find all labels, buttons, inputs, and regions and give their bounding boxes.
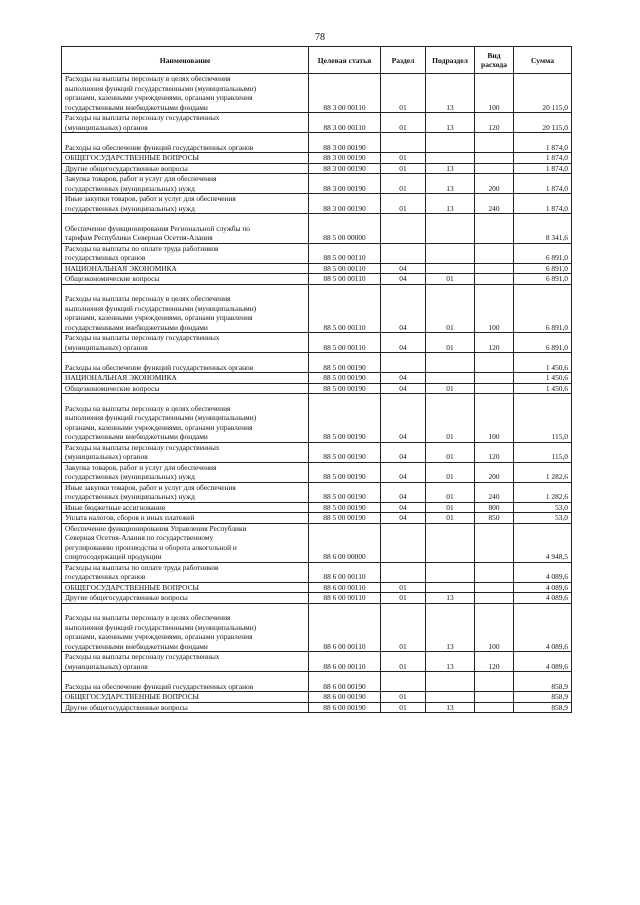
subsection-cell: 01: [426, 383, 475, 394]
row-name-line: спиртосодержащей продукции: [65, 552, 162, 561]
expense-type-cell: [475, 274, 514, 285]
row-name-line: государственных (муниципальных) нужд: [65, 203, 195, 213]
target-article-cell: 88 6 00 00190: [309, 692, 381, 703]
row-name-line: Расходы на выплаты персоналу государственных: [65, 652, 220, 661]
section-cell: 01: [381, 603, 426, 652]
row-name-cell: [62, 502, 309, 513]
row-name-line: государственных (муниципальных) нужд: [65, 472, 195, 481]
row-name-line: [65, 394, 306, 404]
table-body: [62, 74, 572, 713]
sum-cell: 6 891,0: [514, 243, 572, 263]
sum-cell: 6 891,0: [514, 263, 572, 274]
sum-cell: 6 891,0: [514, 284, 572, 333]
row-name-line: ОБЩЕГОСУДАРСТВЕННЫЕ ВОПРОСЫ: [65, 582, 199, 592]
sum-cell: 1 450,6: [514, 373, 572, 384]
sum-cell: 6 891,0: [514, 333, 572, 353]
budget-table: [61, 46, 572, 713]
row-name-cell: [62, 353, 309, 373]
expense-type-cell: [475, 353, 514, 373]
expense-type-cell: 100: [475, 394, 514, 443]
section-cell: 01: [381, 692, 426, 703]
expense-type-cell: [475, 702, 514, 713]
expense-type-cell: 120: [475, 333, 514, 353]
row-name-line: Обеспечение функционирования Управления Республики: [65, 523, 247, 533]
table-row: [62, 163, 572, 174]
row-name-cell: [62, 153, 309, 164]
row-name-line: Расходы на выплаты персоналу в целях обеспечения: [65, 74, 231, 83]
subsection-cell: [426, 243, 475, 263]
column-header-expense-type: Вид расхода: [475, 47, 514, 74]
row-name-cell: [62, 333, 309, 353]
row-name-line: (муниципальных) органов: [65, 342, 148, 352]
expense-type-cell: [475, 263, 514, 274]
row-name-line: Закупка товаров, работ и услуг для обеспечения: [65, 174, 217, 183]
section-cell: [381, 133, 426, 153]
subsection-cell: 13: [426, 74, 475, 113]
table-row: [62, 243, 572, 263]
table-row: [62, 603, 572, 652]
row-name-line: Расходы на обеспечение функций государственных органов: [65, 142, 254, 152]
target-article-cell: 88 5 00 00190: [309, 373, 381, 384]
row-name-line: ОБЩЕГОСУДАРСТВЕННЫЕ ВОПРОСЫ: [65, 692, 199, 701]
section-cell: [381, 672, 426, 692]
subsection-cell: 13: [426, 652, 475, 672]
row-name-line: Другие общегосударственные вопросы: [65, 702, 188, 712]
page-number: 78: [315, 32, 325, 43]
row-name-line: выполнения функций государственными (муниципальными): [65, 413, 257, 422]
table-row: [62, 442, 572, 462]
sum-cell: 53,0: [514, 513, 572, 524]
expense-type-cell: 240: [475, 194, 514, 214]
table-row: [62, 274, 572, 285]
target-article-cell: 88 5 00 00190: [309, 462, 381, 482]
target-article-cell: 88 5 00 00110: [309, 243, 381, 263]
row-name-line: государственными внебюджетными фондами: [65, 322, 208, 332]
subsection-cell: [426, 214, 475, 244]
subsection-cell: 13: [426, 603, 475, 652]
expense-type-cell: [475, 133, 514, 153]
row-name-line: Закупка товаров, работ и услуг для обеспечения: [65, 462, 217, 472]
expense-type-cell: [475, 163, 514, 174]
table-row: [62, 373, 572, 384]
row-name-cell: [62, 593, 309, 604]
table-row: [62, 582, 572, 593]
section-cell: 01: [381, 652, 426, 672]
sum-cell: 4 089,6: [514, 652, 572, 672]
row-name-line: государственными внебюджетными фондами: [65, 102, 208, 112]
expense-type-cell: 120: [475, 442, 514, 462]
expense-type-cell: [475, 582, 514, 593]
row-name-line: Северная Осетия-Алания по государственному: [65, 533, 214, 542]
target-article-cell: 88 6 00 00110: [309, 603, 381, 652]
subsection-cell: [426, 562, 475, 582]
row-name-line: Иные закупки товаров, работ и услуг для обеспечения: [65, 482, 236, 492]
table-row: [62, 394, 572, 443]
sum-cell: 6 891,0: [514, 274, 572, 285]
row-name-cell: [62, 562, 309, 582]
expense-type-cell: 800: [475, 502, 514, 513]
section-cell: 01: [381, 74, 426, 113]
subsection-cell: [426, 523, 475, 562]
sum-cell: 1 450,6: [514, 383, 572, 394]
sum-cell: 1 874,0: [514, 133, 572, 153]
section-cell: 04: [381, 284, 426, 333]
target-article-cell: 88 5 00 00110: [309, 284, 381, 333]
target-article-cell: 88 5 00 00190: [309, 513, 381, 524]
row-name-cell: [62, 702, 309, 713]
row-name-line: Общеэкономические вопросы: [65, 274, 160, 283]
expense-type-cell: 100: [475, 603, 514, 652]
row-name-line: (муниципальных) органов: [65, 452, 148, 461]
row-name-cell: [62, 263, 309, 274]
table-row: [62, 284, 572, 333]
row-name-line: Расходы на выплаты по оплате труда работников: [65, 243, 219, 253]
subsection-cell: [426, 692, 475, 703]
expense-type-cell: [475, 523, 514, 562]
sum-cell: 8 341,6: [514, 214, 572, 244]
row-name-line: Обеспечение функционирования Региональной службы по: [65, 223, 250, 233]
row-name-cell: [62, 482, 309, 502]
row-name-line: НАЦИОНАЛЬНАЯ ЭКОНОМИКА: [65, 373, 177, 382]
table-header-row: [62, 47, 572, 74]
target-article-cell: 88 5 00 00190: [309, 502, 381, 513]
section-cell: 01: [381, 174, 426, 194]
row-name-cell: [62, 462, 309, 482]
subsection-cell: 13: [426, 163, 475, 174]
table-row: [62, 523, 572, 562]
row-name-cell: [62, 74, 309, 113]
row-name-line: Общеэкономические вопросы: [65, 383, 160, 393]
column-header-section: Раздел: [381, 47, 426, 74]
row-name-line: органами, казенными учреждениями, органами управления: [65, 93, 253, 102]
table-row: [62, 153, 572, 164]
row-name-line: государственных (муниципальных) нужд: [65, 183, 195, 193]
expense-type-cell: [475, 562, 514, 582]
target-article-cell: 88 3 00 00190: [309, 163, 381, 174]
row-name-line: государственных органов: [65, 572, 146, 581]
sum-cell: 1 874,0: [514, 153, 572, 164]
row-name-cell: [62, 692, 309, 703]
target-article-cell: 88 5 00 00190: [309, 383, 381, 394]
section-cell: 01: [381, 113, 426, 133]
subsection-cell: 01: [426, 284, 475, 333]
sum-cell: 4 948,5: [514, 523, 572, 562]
row-name-cell: [62, 603, 309, 652]
row-name-line: Расходы на выплаты персоналу государственных: [65, 333, 220, 342]
table-row: [62, 692, 572, 703]
table-row: [62, 174, 572, 194]
section-cell: 04: [381, 373, 426, 384]
sum-cell: 4 089,6: [514, 582, 572, 593]
row-name-line: [65, 672, 306, 682]
row-name-line: органами, казенными учреждениями, органами управления: [65, 632, 253, 641]
table-row: [62, 113, 572, 133]
expense-type-cell: [475, 672, 514, 692]
row-name-line: государственных (муниципальных) нужд: [65, 492, 195, 501]
row-name-line: выполнения функций государственными (муниципальными): [65, 622, 257, 632]
subsection-cell: [426, 582, 475, 593]
row-name-line: Расходы на выплаты персоналу в целях обеспечения: [65, 403, 231, 413]
target-article-cell: 88 3 00 00190: [309, 153, 381, 164]
sum-cell: 115,0: [514, 394, 572, 443]
expense-type-cell: 240: [475, 482, 514, 502]
row-name-line: органами, казенными учреждениями, органами управления: [65, 313, 253, 322]
section-cell: 04: [381, 442, 426, 462]
target-article-cell: 88 3 00 00190: [309, 133, 381, 153]
row-name-line: Уплата налогов, сборов и иных платежей: [65, 513, 195, 522]
row-name-line: Расходы на выплаты персоналу в целях обеспечения: [65, 613, 231, 622]
table-row: [62, 652, 572, 672]
subsection-cell: 01: [426, 482, 475, 502]
table-row: [62, 502, 572, 513]
target-article-cell: 88 6 00 00110: [309, 652, 381, 672]
row-name-cell: [62, 394, 309, 443]
table-row: [62, 263, 572, 274]
row-name-cell: [62, 174, 309, 194]
row-name-line: [65, 285, 306, 295]
table-row: [62, 333, 572, 353]
sum-cell: 4 089,6: [514, 562, 572, 582]
sum-cell: 53,0: [514, 502, 572, 513]
section-cell: 04: [381, 383, 426, 394]
target-article-cell: 88 3 00 00110: [309, 74, 381, 113]
row-name-line: тарифам Республики Северная Осетия-Алания: [65, 233, 213, 242]
row-name-cell: [62, 523, 309, 562]
table-row: [62, 74, 572, 113]
subsection-cell: 01: [426, 394, 475, 443]
sum-cell: 1 282,6: [514, 482, 572, 502]
table-row: [62, 672, 572, 692]
section-cell: 01: [381, 593, 426, 604]
row-name-cell: [62, 442, 309, 462]
row-name-cell: [62, 652, 309, 672]
subsection-cell: 01: [426, 274, 475, 285]
expense-type-cell: [475, 214, 514, 244]
row-name-line: Расходы на выплаты по оплате труда работников: [65, 562, 219, 572]
subsection-cell: 13: [426, 702, 475, 713]
section-cell: 04: [381, 502, 426, 513]
target-article-cell: 88 6 00 00190: [309, 672, 381, 692]
row-name-line: Иные бюджетные ассигнования: [65, 502, 166, 512]
expense-type-cell: 120: [475, 113, 514, 133]
row-name-line: ОБЩЕГОСУДАРСТВЕННЫЕ ВОПРОСЫ: [65, 153, 199, 162]
expense-type-cell: [475, 593, 514, 604]
sum-cell: 1 874,0: [514, 194, 572, 214]
subsection-cell: 13: [426, 174, 475, 194]
sum-cell: 4 089,6: [514, 593, 572, 604]
sum-cell: 1 874,0: [514, 174, 572, 194]
subsection-cell: [426, 373, 475, 384]
row-name-line: НАЦИОНАЛЬНАЯ ЭКОНОМИКА: [65, 263, 177, 273]
sum-cell: 858,9: [514, 672, 572, 692]
subsection-cell: 01: [426, 502, 475, 513]
row-name-cell: [62, 672, 309, 692]
row-name-cell: [62, 133, 309, 153]
column-header-article: Целевая статья: [309, 47, 381, 74]
row-name-line: Расходы на обеспечение функций государственных органов: [65, 681, 254, 691]
sum-cell: 20 115,0: [514, 74, 572, 113]
expense-type-cell: [475, 383, 514, 394]
target-article-cell: 88 3 00 00190: [309, 174, 381, 194]
table-row: [62, 513, 572, 524]
subsection-cell: 13: [426, 593, 475, 604]
subsection-cell: [426, 353, 475, 373]
section-cell: 04: [381, 333, 426, 353]
section-cell: 04: [381, 394, 426, 443]
row-name-line: Расходы на выплаты персоналу государственных: [65, 113, 220, 122]
subsection-cell: [426, 133, 475, 153]
expense-type-cell: 120: [475, 652, 514, 672]
subsection-cell: [426, 263, 475, 274]
subsection-cell: 01: [426, 333, 475, 353]
section-cell: [381, 562, 426, 582]
expense-type-cell: 850: [475, 513, 514, 524]
table-row: [62, 353, 572, 373]
column-header-name: Наименование: [62, 47, 309, 74]
row-name-line: [65, 353, 306, 363]
section-cell: [381, 523, 426, 562]
section-cell: 01: [381, 582, 426, 593]
sum-cell: 1 450,6: [514, 353, 572, 373]
row-name-cell: [62, 274, 309, 285]
table-row: [62, 562, 572, 582]
subsection-cell: 13: [426, 113, 475, 133]
row-name-cell: [62, 513, 309, 524]
target-article-cell: 88 5 00 00110: [309, 263, 381, 274]
expense-type-cell: [475, 153, 514, 164]
section-cell: 04: [381, 462, 426, 482]
row-name-line: [65, 604, 306, 614]
row-name-line: выполнения функций государственными (муниципальными): [65, 303, 257, 313]
row-name-line: государственными внебюджетными фондами: [65, 432, 208, 441]
column-header-subsection: Подраздел: [426, 47, 475, 74]
sum-cell: 115,0: [514, 442, 572, 462]
target-article-cell: 88 6 00 00110: [309, 562, 381, 582]
expense-type-cell: 200: [475, 462, 514, 482]
expense-type-cell: 100: [475, 74, 514, 113]
target-article-cell: 88 5 00 00110: [309, 274, 381, 285]
row-name-cell: [62, 113, 309, 133]
subsection-cell: 13: [426, 194, 475, 214]
row-name-line: выполнения функций государственными (муниципальными): [65, 83, 257, 93]
sum-cell: 20 115,0: [514, 113, 572, 133]
row-name-line: Иные закупки товаров, работ и услуг для обеспечения: [65, 194, 236, 203]
target-article-cell: 88 5 00 00190: [309, 482, 381, 502]
sum-cell: 4 089,6: [514, 603, 572, 652]
target-article-cell: 88 5 00 00000: [309, 214, 381, 244]
row-name-line: государственных органов: [65, 253, 146, 262]
target-article-cell: 88 5 00 00110: [309, 333, 381, 353]
target-article-cell: 88 6 00 00110: [309, 593, 381, 604]
row-name-line: (муниципальных) органов: [65, 661, 148, 671]
table-row: [62, 462, 572, 482]
section-cell: [381, 243, 426, 263]
target-article-cell: 88 6 00 00000: [309, 523, 381, 562]
target-article-cell: 88 3 00 00190: [309, 194, 381, 214]
expense-type-cell: [475, 373, 514, 384]
table-row: [62, 482, 572, 502]
row-name-cell: [62, 163, 309, 174]
sum-cell: 858,9: [514, 692, 572, 703]
expense-type-cell: [475, 692, 514, 703]
row-name-line: [65, 133, 306, 143]
section-cell: 04: [381, 513, 426, 524]
row-name-cell: [62, 383, 309, 394]
row-name-line: Другие общегосударственные вопросы: [65, 593, 188, 602]
section-cell: 04: [381, 263, 426, 274]
target-article-cell: 88 5 00 00190: [309, 394, 381, 443]
row-name-cell: [62, 373, 309, 384]
sum-cell: 1 282,6: [514, 462, 572, 482]
row-name-line: Расходы на выплаты персоналу в целях обеспечения: [65, 294, 231, 303]
section-cell: [381, 214, 426, 244]
row-name-line: Другие общегосударственные вопросы: [65, 163, 188, 173]
row-name-line: Расходы на обеспечение функций государственных органов: [65, 362, 254, 372]
section-cell: 01: [381, 163, 426, 174]
section-cell: 01: [381, 702, 426, 713]
row-name-line: (муниципальных) органов: [65, 122, 148, 132]
sum-cell: 1 874,0: [514, 163, 572, 174]
row-name-line: [65, 214, 306, 224]
section-cell: 01: [381, 153, 426, 164]
section-cell: 04: [381, 274, 426, 285]
row-name-line: Расходы на выплаты персоналу государственных: [65, 442, 220, 452]
column-header-sum: Сумма: [514, 47, 572, 74]
row-name-cell: [62, 214, 309, 244]
row-name-line: органами, казенными учреждениями, органами управления: [65, 422, 253, 432]
row-name-cell: [62, 194, 309, 214]
target-article-cell: 88 3 00 00110: [309, 113, 381, 133]
expense-type-cell: [475, 243, 514, 263]
row-name-cell: [62, 284, 309, 333]
sum-cell: 858,9: [514, 702, 572, 713]
row-name-line: регулированию производства и оборота алкогольной и: [65, 542, 237, 552]
expense-type-cell: 100: [475, 284, 514, 333]
target-article-cell: 88 5 00 00190: [309, 353, 381, 373]
row-name-cell: [62, 582, 309, 593]
subsection-cell: 01: [426, 442, 475, 462]
table-row: [62, 194, 572, 214]
row-name-line: государственными внебюджетными фондами: [65, 641, 208, 651]
expense-type-cell: 200: [475, 174, 514, 194]
table-row: [62, 383, 572, 394]
table-row: [62, 214, 572, 244]
table-row: [62, 702, 572, 713]
row-name-cell: [62, 243, 309, 263]
subsection-cell: [426, 672, 475, 692]
section-cell: 01: [381, 194, 426, 214]
subsection-cell: [426, 153, 475, 164]
section-cell: [381, 353, 426, 373]
subsection-cell: 01: [426, 513, 475, 524]
target-article-cell: 88 6 00 00190: [309, 702, 381, 713]
table-row: [62, 593, 572, 604]
subsection-cell: 01: [426, 462, 475, 482]
target-article-cell: 88 6 00 00110: [309, 582, 381, 593]
table-row: [62, 133, 572, 153]
target-article-cell: 88 5 00 00190: [309, 442, 381, 462]
section-cell: 04: [381, 482, 426, 502]
